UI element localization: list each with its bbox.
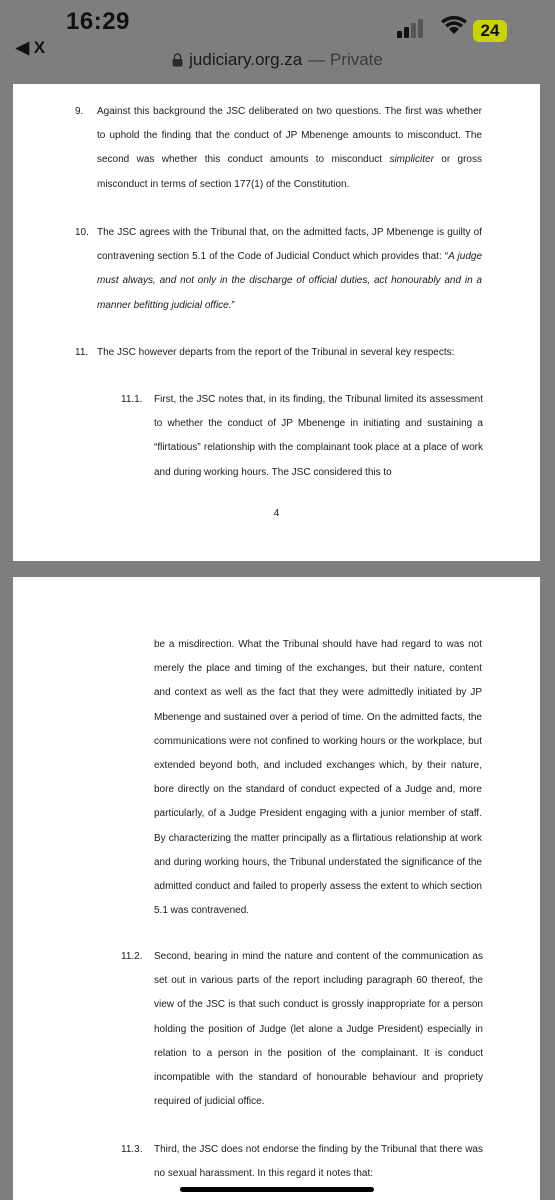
page-number: 4	[273, 508, 280, 519]
battery-tip	[510, 27, 513, 35]
paragraph-11-1-continued	[154, 633, 482, 923]
address-bar[interactable]	[0, 50, 555, 80]
battery-icon	[473, 20, 507, 42]
paragraph-number: 11.1.	[121, 394, 143, 405]
home-indicator[interactable]	[180, 1187, 374, 1192]
document-page-4	[13, 84, 540, 561]
paragraph-number: 9.	[75, 106, 84, 117]
back-to-app-button[interactable]: ◀ X	[16, 38, 46, 57]
paragraph-11-2	[121, 945, 483, 1114]
paragraph-10	[75, 221, 482, 318]
paragraph-number: 11.3.	[121, 1144, 143, 1155]
wifi-icon	[440, 14, 468, 36]
url-domain: judiciary.org.za	[189, 50, 303, 69]
paragraph-number: 11.2.	[121, 951, 143, 962]
paragraph-text: Third, the JSC does not endorse the finding by the Tribunal that there was no sexual harassment. In this regard it notes that:	[154, 1144, 483, 1180]
paragraph-number: 11.	[75, 347, 89, 358]
paragraph-text: be a misdirection. What the Tribunal should have had regard to was not merely the place and timing of the exchanges, but their nature, content and context as well as the fact that they were admittedly initiated by JP Mbenenge and sustained over a period of time. On the admitted facts, the communications were not confined to working hours or the workplace, but extended beyond both, and included exchanges which, by their nature, bore directly on the standard of conduct expected of a Judge and, more particularly, of a Judge President engaging with a junior member of staff. By characterizing the matter principally as a flirtatious relationship at work and during working hours, the Tribunal understated the significance of the admitted conduct and failed to properly assess the extent to which section 5.1 was contravened.	[154, 639, 482, 917]
paragraph-text: First, the JSC notes that, in its finding, the Tribunal limited its assessment to whether the conduct of JP Mbenenge in initiating and sustaining a “flirtatious” relationship with the complainant took place at a place of work and during working hours. The JSC considered this to	[154, 394, 483, 478]
paragraph-text: The JSC however departs from the report of the Tribunal in several key respects:	[97, 347, 455, 358]
document-page-5	[13, 577, 540, 1200]
paragraph-11-1	[121, 388, 483, 485]
lock-icon	[172, 53, 183, 67]
cellular-signal-icon	[397, 16, 431, 38]
paragraph-text: The JSC agrees with the Tribunal that, on the admitted facts, JP Mbenenge is guilty of contravening section 5.1 of the Code of Judicial Conduct which provides that: “A judge must always, and not only in the discharge of official duties, act honourably and in a manner befitting judicial office.”	[97, 227, 483, 311]
paragraph-text: Against this background the JSC deliberated on two questions. The first was whether to uphold the finding that the conduct of JP Mbenenge amounts to misconduct. The second was whether this conduct amounts to misconduct simpliciter or gross misconduct in terms of section 177(1) of the Constitution.	[97, 106, 482, 190]
paragraph-9	[75, 100, 482, 197]
battery-level: 24	[480, 21, 500, 40]
clock: 16:29	[66, 8, 130, 35]
paragraph-11	[75, 341, 482, 365]
private-mode-label: — Private	[308, 50, 383, 69]
paragraph-11-3	[121, 1138, 483, 1186]
paragraph-text: Second, bearing in mind the nature and content of the communication as set out in various parts of the report including paragraph 60 thereof, the view of the JSC is that such conduct is grossly inappropriate for a person holding the position of Judge (let alone a Judge President) especially in relation to a person in the position of the complainant. It is conduct incompatible with the standard of honourable behaviour and propriety required of judicial office.	[154, 951, 483, 1108]
paragraph-number: 10.	[75, 227, 89, 238]
status-bar	[0, 0, 555, 40]
